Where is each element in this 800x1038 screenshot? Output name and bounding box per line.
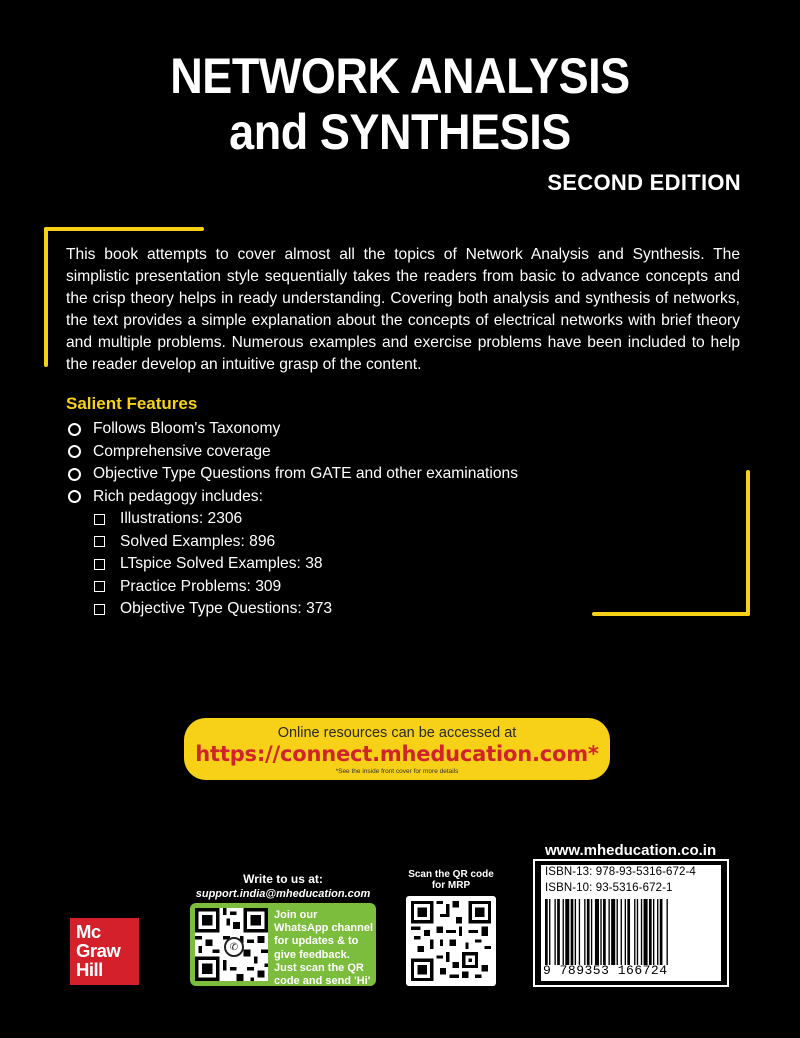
scan-mrp-label: Scan the QR code for MRP [408,869,494,891]
feature-item [66,463,518,486]
circle-bullet-icon [68,490,81,503]
barcode-stripe [644,899,648,965]
feature-item [66,418,518,441]
book-title-line2: and SYNTHESIS [229,104,571,160]
feature-item [66,441,518,464]
circle-bullet-icon [68,423,81,436]
online-resources-label: Online resources can be accessed at [277,725,517,741]
barcode-stripe [563,899,564,965]
barcode-stripe [617,899,618,965]
frame-corner-top-left-vertical [44,227,48,367]
pedagogy-item-label: Solved Examples: 896 [120,532,276,550]
pedagogy-item-label: LTspice Solved Examples: 38 [120,555,323,572]
barcode-stripe [579,899,580,965]
pedagogy-item-label: Practice Problems: 309 [120,577,282,595]
isbn-10: ISBN-10: 93-5316-672-1 [545,882,673,894]
barcode-stripe [549,899,550,965]
feature-item-label: Follows Bloom's Taxonomy [93,420,281,437]
feature-item-label: Rich pedagogy includes: [93,487,263,505]
mcgraw-hill-logo [70,918,139,985]
online-resources-url[interactable]: https://connect.mheducation.com* [195,742,599,766]
feature-item [66,486,518,509]
write-to-us [190,872,376,900]
circle-bullet-icon [68,445,81,458]
barcode-stripe [660,899,663,965]
feature-item-label: Objective Type Questions from GATE and other examinations [93,465,518,482]
circle-bullet-icon [68,468,81,481]
isbn-13: ISBN-13: 978-93-5316-672-4 [545,866,696,878]
whatsapp-icon: ✆ [224,937,244,957]
salient-features-list [66,418,518,508]
pedagogy-item [92,576,332,599]
barcode-stripe [637,899,638,965]
square-bullet-icon [94,536,105,547]
barcode-stripe [667,899,668,965]
barcode-stripe [595,899,599,965]
barcode-stripe [575,899,576,965]
barcode-bars [543,899,719,965]
pedagogy-item [92,553,332,576]
square-bullet-icon [94,559,105,570]
barcode-stripe [603,899,606,965]
barcode-stripe [621,899,622,965]
support-email[interactable]: support.india@mheducation.com [195,888,371,900]
barcode-stripe [608,899,609,965]
square-bullet-icon [94,604,105,615]
barcode-stripe [545,899,548,965]
barcode-stripe [571,899,574,965]
barcode-stripe [634,899,635,965]
barcode-stripe [657,899,658,965]
square-bullet-icon [94,514,105,525]
online-resources-banner [184,718,610,780]
salient-features-heading: Salient Features [66,394,198,413]
logo-line: Mc [76,921,101,942]
frame-corner-bottom-right-vertical [746,470,750,616]
barcode-stripe [600,899,601,965]
book-title-line1: NETWORK ANALYSIS [170,48,630,104]
barcode-digits: 9 789353 166724 [543,963,668,978]
whatsapp-panel [190,903,376,986]
barcode-stripe [649,899,652,965]
barcode-stripe [627,899,630,965]
pedagogy-item-label: Illustrations: 2306 [120,510,243,527]
mrp-qr-code[interactable] [406,896,496,986]
pedagogy-item-label: Objective Type Questions: 373 [120,600,333,617]
pedagogy-sublist [92,508,332,621]
pedagogy-item [92,508,332,531]
frame-corner-top-left-horizontal [44,227,204,231]
publisher-website[interactable]: www.mheducation.co.in [545,842,717,859]
pedagogy-item [92,598,332,621]
barcode-label [541,865,721,981]
frame-corner-bottom-right-horizontal [592,612,750,616]
barcode-stripe [591,899,592,965]
barcode-stripe [587,899,590,965]
write-to-us-label: Write to us at: [243,872,323,886]
feature-item-label: Comprehensive coverage [93,442,271,460]
barcode-stripe [641,899,642,965]
logo-line: Graw [76,940,121,961]
barcode-stripe [625,899,626,965]
barcode-stripe [653,899,654,965]
whatsapp-qr-code[interactable] [195,908,268,981]
barcode-stripe [565,899,569,965]
barcode-stripe [584,899,585,965]
square-bullet-icon [94,581,105,592]
pedagogy-item [92,531,332,554]
whatsapp-instructions: Join our WhatsApp channel for updates & to give feedback. Just scan the QR code and send 'Hi' [274,909,374,988]
edition-label: SECOND EDITION [547,170,741,195]
barcode-stripe [557,899,560,965]
barcode-box [533,859,729,987]
online-resources-note: *See the inside front cover for more details [335,768,459,775]
book-description: This book attempts to cover almost all the topics of Network Analysis and Synthesis. The simplistic presentation style sequentially takes the readers from basic to advance concepts and the crisp theory helps in ready understanding. Covering both analysis and synthesis of networks, the text provides a simple explanation about the concepts of electrical networks with brief theory and multiple problems. Numerous examples and exercise problems have been included to help the reader develop an intuitive grasp of the content. [66,246,740,373]
barcode-stripe [554,899,555,965]
logo-line: Hill [76,959,103,980]
barcode-stripe [611,899,615,965]
